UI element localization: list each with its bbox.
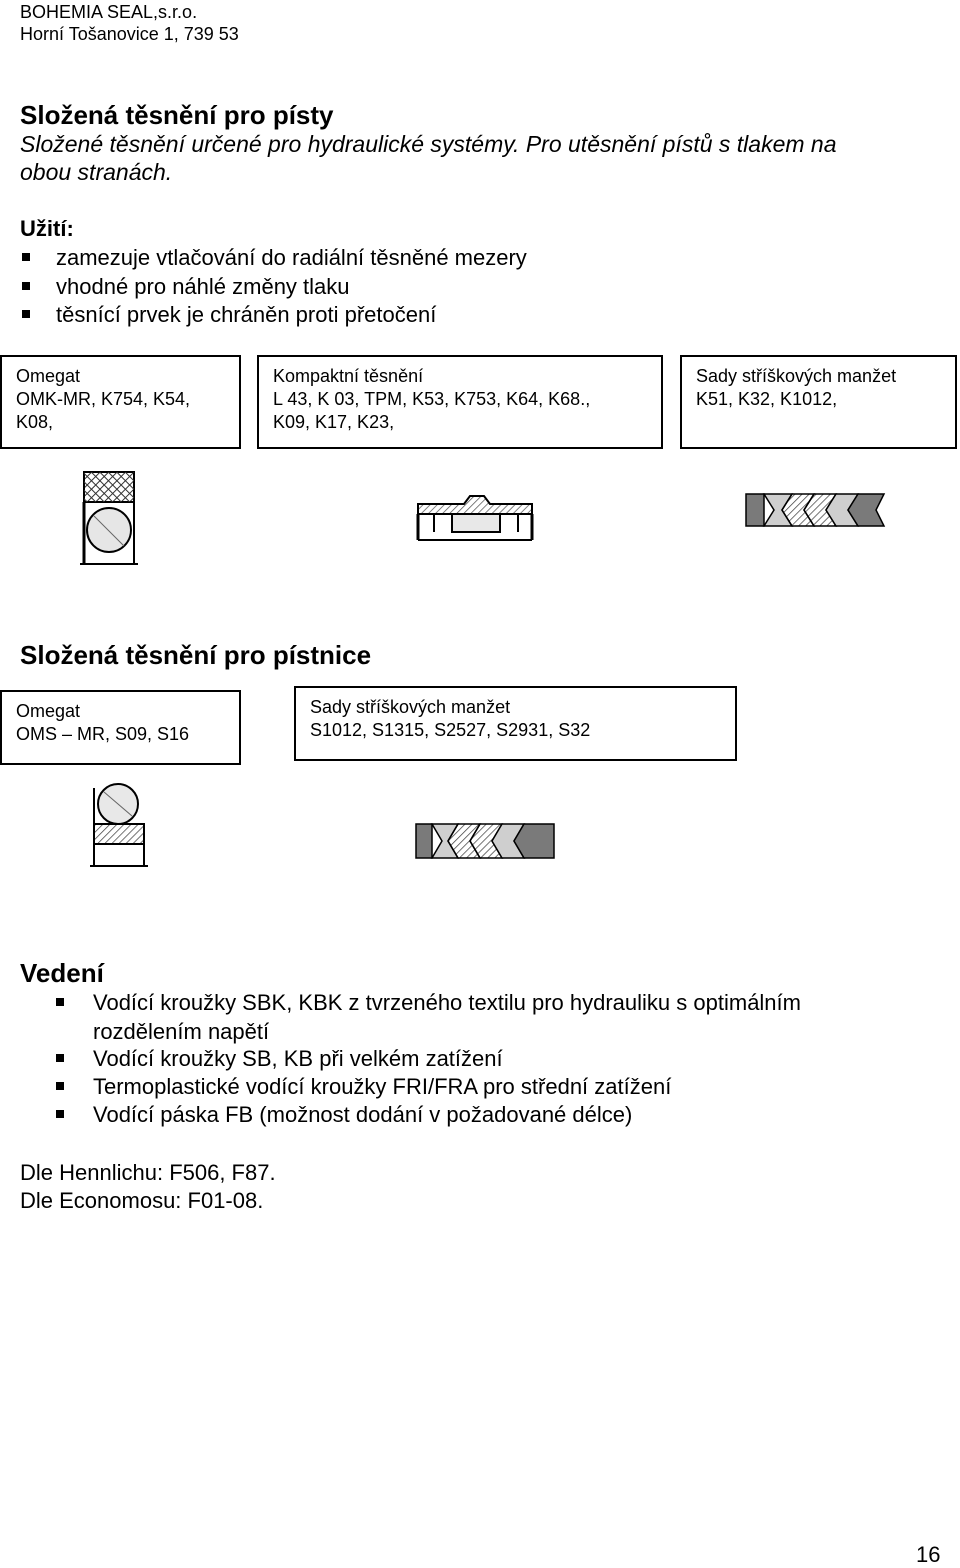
chevron-set-rod-drawing — [414, 818, 556, 864]
guide-item-line: Vodící kroužky SB, KB při velkém zatížení — [93, 1046, 503, 1071]
bullet-icon — [22, 282, 30, 290]
usage-heading: Užití: — [20, 216, 74, 241]
box-line: Sady stříškových manžet — [696, 366, 897, 386]
company-address: Horní Tošanovice 1, 739 53 — [20, 24, 239, 44]
usage-item: zamezuje vtlačování do radiální těsněné mezery — [56, 245, 527, 270]
box-compact-seal — [257, 355, 663, 449]
bullet-icon — [56, 1110, 64, 1118]
box-omegat-piston — [0, 355, 241, 449]
box-line: K51, K32, K1012, — [696, 389, 838, 409]
chevron-set-piston-drawing — [744, 488, 888, 532]
page-number: 16 — [916, 1542, 941, 1567]
piston-description-line2: obou stranách. — [20, 159, 173, 185]
guide-item-line: Vodící kroužky SBK, KBK z tvrzeného textilu pro hydrauliku s optimálním — [93, 990, 801, 1015]
box-omegat-rod — [0, 690, 241, 765]
box-line: S1012, S1315, S2527, S2931, S32 — [310, 720, 591, 740]
bullet-icon — [22, 310, 30, 318]
omegat-rod-seal-drawing — [88, 782, 150, 868]
bullet-icon — [56, 998, 64, 1006]
box-line: OMK-MR, K754, K54, — [16, 389, 191, 409]
box-line: Kompaktní těsnění — [273, 366, 424, 386]
usage-item: těsnící prvek je chráněn proti přetočení — [56, 302, 437, 327]
box-line: Omegat — [16, 366, 81, 386]
guide-item-line: rozdělením napětí — [93, 1019, 270, 1044]
guide-item-line: Vodící páska FB (možnost dodání v požadované délce) — [93, 1102, 633, 1127]
piston-description-line1: Složené těsnění určené pro hydraulické systémy. Pro utěsnění pístů s tlakem na — [20, 131, 837, 157]
box-line: K08, — [16, 412, 54, 432]
bullet-icon — [22, 253, 30, 261]
box-chevron-set-rod — [294, 686, 737, 761]
bullet-icon — [56, 1054, 64, 1062]
omegat-piston-seal-drawing — [78, 468, 140, 566]
compact-seal-drawing — [414, 492, 536, 542]
box-chevron-set-piston — [680, 355, 957, 449]
rod-title: Složená těsnění pro pístnice — [20, 640, 372, 670]
usage-item: vhodné pro náhlé změny tlaku — [56, 274, 350, 299]
company-name: BOHEMIA SEAL,s.r.o. — [20, 2, 198, 22]
guide-item-line: Termoplastické vodící kroužky FRI/FRA pro střední zatížení — [93, 1074, 672, 1099]
box-line: Sady stříškových manžet — [310, 697, 511, 717]
box-line: K09, K17, K23, — [273, 412, 395, 432]
hennlich-reference: Dle Hennlichu: F506, F87. — [20, 1160, 276, 1185]
economos-reference: Dle Economosu: F01-08. — [20, 1188, 264, 1213]
piston-title: Složená těsnění pro písty — [20, 100, 334, 130]
box-line: OMS – MR, S09, S16 — [16, 724, 190, 744]
bullet-icon — [56, 1082, 64, 1090]
guide-title: Vedení — [20, 958, 104, 988]
box-line: L 43, K 03, TPM, K53, K753, K64, K68., — [273, 389, 591, 409]
box-line: Omegat — [16, 701, 81, 721]
